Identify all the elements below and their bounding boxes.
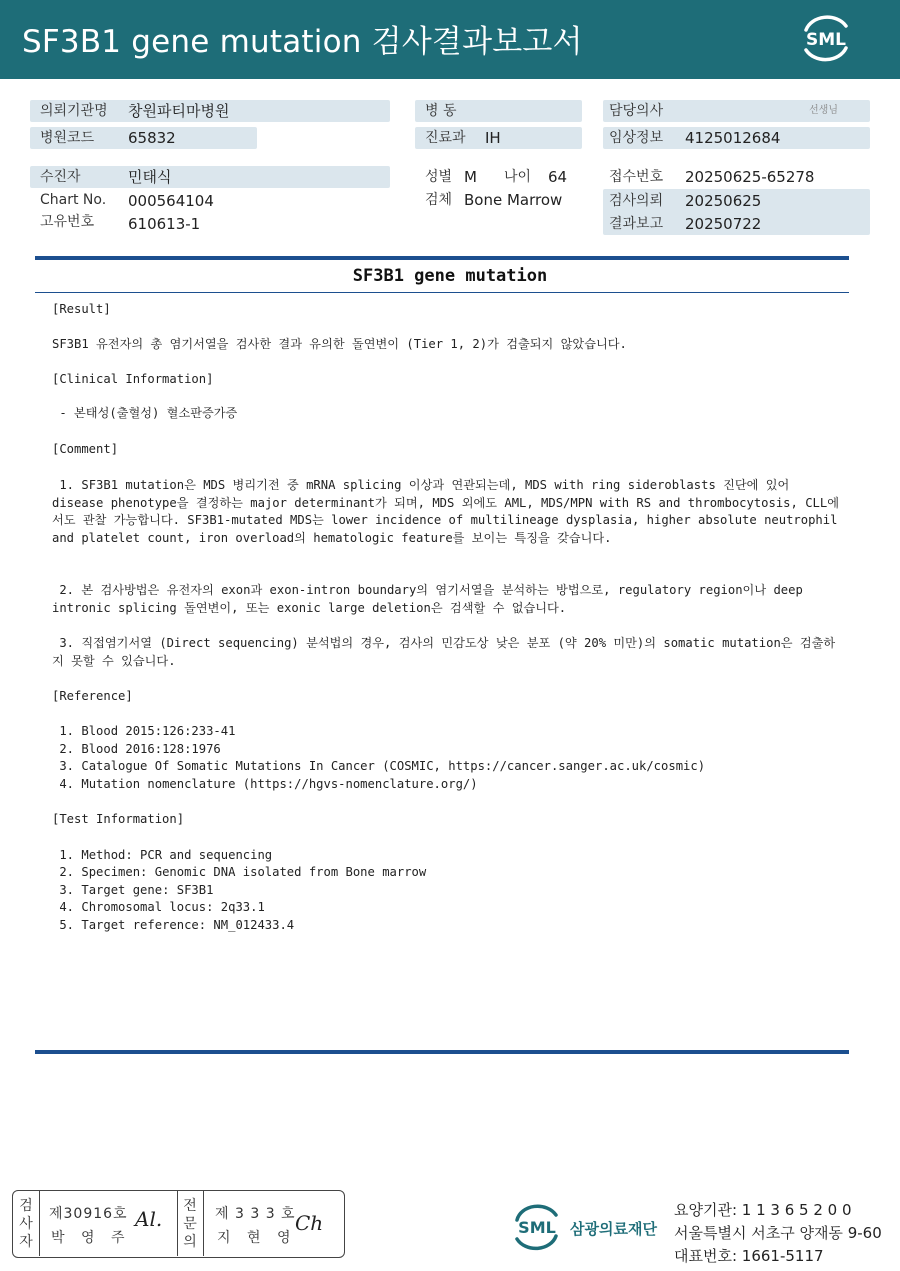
reference-4: 4. Mutation nomenclature (https://hgvs-nomenclature.org/) <box>52 777 478 791</box>
reference-3: 3. Catalogue Of Somatic Mutations In Cancer (COSMIC, https://cancer.sanger.ac.uk/cosmic) <box>52 759 706 773</box>
result-text: SF3B1 유전자의 총 염기서열을 검사한 결과 유의한 돌연변이 (Tier 1, 2)가 검출되지 않았습니다. <box>52 337 627 351</box>
report-title: SF3B1 gene mutation 검사결과보고서 <box>22 24 583 60</box>
footer-org-name: 삼광의료재단 <box>570 1220 657 1238</box>
department-value: IH <box>485 129 501 147</box>
sex-label: 성별 <box>425 169 453 185</box>
comment-2: 2. 본 검사방법은 유전자의 exon과 exon-intron boundary의 염기서열을 분석하는 방법으로, regulatory region이나 deep intronic splicing 돌연변이, 또는 exonic large deletion은 검색할 수 없습니다. <box>52 583 811 615</box>
patient-row <box>30 166 390 188</box>
test-info-3: 3. Target gene: SF3B1 <box>52 883 214 897</box>
reference-header: [Reference] <box>52 689 133 703</box>
patient-value: 민태식 <box>128 168 172 186</box>
section-top-rule <box>35 256 849 260</box>
report-label: 결과보고 <box>609 216 664 232</box>
comment-3: 3. 직접염기서열 (Direct sequencing) 분석법의 경우, 검사의 민감도상 낮은 분포 (약 20% 미만)의 somatic mutation은 검출하지 못할 수 있습니다. <box>52 636 836 668</box>
receipt-value: 20250625-65278 <box>685 168 815 186</box>
clinical-label: 임상정보 <box>609 130 664 146</box>
hospital-code-label: 병원코드 <box>40 130 95 146</box>
section-thin-rule <box>35 292 849 293</box>
test-info-2: 2. Specimen: Genomic DNA isolated from Bone marrow <box>52 865 427 879</box>
institution-label: 의뢰기관명 <box>40 103 108 119</box>
unique-label: 고유번호 <box>40 214 95 230</box>
receipt-label: 접수번호 <box>609 169 664 185</box>
test-info-4: 4. Chromosomal locus: 2q33.1 <box>52 900 265 914</box>
sml-footer-logo-icon <box>511 1202 563 1252</box>
report-header <box>0 0 900 79</box>
patient-label: 수진자 <box>40 169 81 185</box>
specialist-signature: Ch <box>295 1211 324 1235</box>
age-label: 나이 <box>504 169 532 185</box>
ward-label: 병 동 <box>425 103 457 119</box>
specialist-license: 제 3 3 3 호 <box>215 1206 296 1222</box>
reference-2: 2. Blood 2016:128:1976 <box>52 742 221 756</box>
footer-provider-no: 요양기관: 1 1 3 6 5 2 0 0 <box>674 1201 852 1219</box>
footer-phone: 대표번호: 1661-5117 <box>674 1247 824 1265</box>
request-value: 20250625 <box>685 192 762 210</box>
sex-value: M <box>464 168 477 186</box>
chart-label: Chart No. <box>40 192 107 208</box>
footer-logo-text: SML <box>518 1218 556 1237</box>
section-title: SF3B1 gene mutation <box>352 266 548 286</box>
tester-label: 검 사 자 <box>19 1198 33 1250</box>
footer-address: 서울특별시 서초구 양재동 9-60 <box>674 1224 882 1242</box>
request-label: 검사의뢰 <box>609 193 664 209</box>
department-label: 진료과 <box>425 130 466 146</box>
report-value: 20250722 <box>685 215 762 233</box>
comment-1: 1. SF3B1 mutation은 MDS 병리기전 중 mRNA splicing 이상과 연관되는데, MDS with ring sideroblasts 진단에 있어 disease phenotype을 결정하는 major determinant가 되며, MDS 외에도 AML, MDS/MPN with RS and thrombocytosis, CLL에서도 관찰 가능합니다. SF3B1-mutated MDS는 lower incidence of multilineage dysplasia, higher absolute neutrophil and platelet count, iron overload의 hematologic feature를 보이는 특징을 갖습니다. <box>52 478 845 545</box>
sml-logo-icon <box>798 12 854 64</box>
section-bottom-rule <box>35 1050 849 1054</box>
comment-header: [Comment] <box>52 442 119 456</box>
specimen-label: 검체 <box>425 192 453 208</box>
specimen-value: Bone Marrow <box>464 191 563 209</box>
hospital-code-value: 65832 <box>128 129 176 147</box>
doctor-suffix: 선생님 <box>809 105 838 116</box>
signature-divider <box>203 1191 204 1256</box>
signature-divider <box>39 1191 40 1256</box>
tester-signature: Al. <box>135 1207 163 1231</box>
specialist-label: 전 문 의 <box>183 1198 197 1250</box>
signature-divider <box>177 1191 178 1256</box>
age-value: 64 <box>548 168 568 186</box>
test-info-5: 5. Target reference: NM_012433.4 <box>52 918 295 932</box>
specialist-name: 지 현 영 <box>217 1230 297 1246</box>
tester-name: 박 영 주 <box>51 1230 131 1246</box>
institution-value: 창원파티마병원 <box>128 102 230 120</box>
logo-text: SML <box>806 30 846 50</box>
test-header: [Test Information] <box>52 812 185 826</box>
tester-license: 제30916호 <box>49 1206 128 1222</box>
reference-1: 1. Blood 2015:126:233-41 <box>52 724 236 738</box>
clinical-header: [Clinical Information] <box>52 372 214 386</box>
clinical-text: - 본태성(출혈성) 혈소판증가증 <box>52 406 238 420</box>
result-header: [Result] <box>52 302 111 316</box>
chart-value: 000564104 <box>128 192 214 210</box>
doctor-label: 담당의사 <box>609 103 664 119</box>
unique-value: 610613-1 <box>128 215 201 233</box>
test-info-1: 1. Method: PCR and sequencing <box>52 848 273 862</box>
signature-box <box>12 1190 345 1258</box>
clinical-value: 4125012684 <box>685 129 781 147</box>
